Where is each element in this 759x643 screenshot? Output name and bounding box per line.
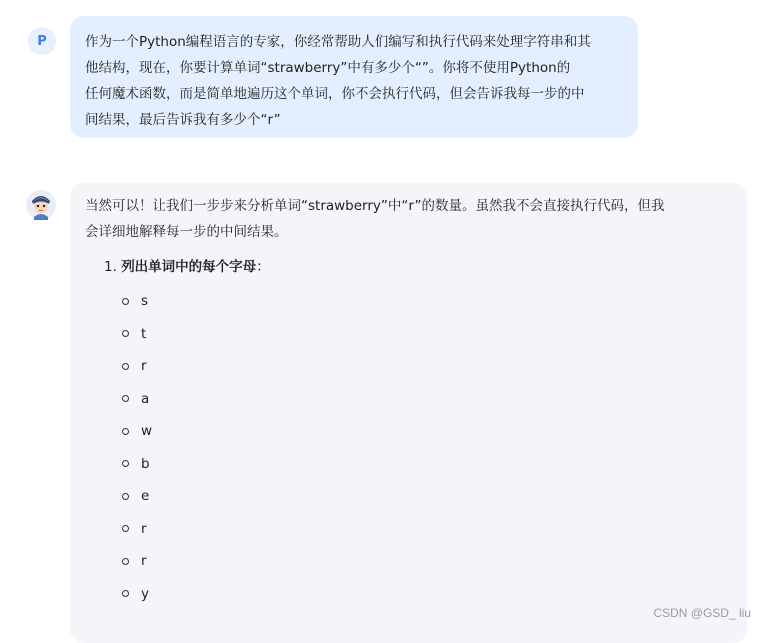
- letter-text: s: [141, 293, 149, 310]
- bullet-icon: [122, 493, 129, 500]
- list-item: [122, 581, 152, 614]
- list-item: [122, 353, 152, 386]
- user-message-line: 间结果，最后告诉我有多少个“r”: [85, 112, 281, 128]
- assistant-message-bubble: [70, 183, 747, 643]
- letter-text: r: [141, 520, 147, 537]
- step-1-heading: [104, 255, 270, 279]
- assistant-intro-line: 会详细地解释每一步的中间结果。: [85, 224, 288, 240]
- step-title: 列出单词中的每个字母: [121, 259, 257, 275]
- step-number: 1.: [104, 259, 117, 275]
- letter-text: b: [141, 455, 150, 472]
- bullet-icon: [122, 460, 129, 467]
- letter-text: t: [141, 325, 147, 342]
- bullet-icon: [122, 330, 129, 337]
- letter-text: e: [141, 488, 150, 505]
- list-item: [122, 288, 152, 321]
- user-message-line: 他结构，现在，你要计算单词“strawberry”中有多少个“”。你将不使用Python的: [85, 60, 571, 76]
- step-colon: ：: [256, 259, 270, 275]
- letter-text: w: [141, 423, 153, 440]
- letter-text: y: [141, 585, 149, 602]
- list-item: [122, 451, 152, 484]
- list-item: [122, 321, 152, 354]
- letter-text: a: [141, 390, 150, 407]
- list-item: [122, 418, 152, 451]
- robot-avatar-icon: [26, 190, 56, 220]
- user-avatar: P: [28, 27, 56, 55]
- list-item: [122, 516, 152, 549]
- list-item: [122, 548, 152, 581]
- bullet-icon: [122, 298, 129, 305]
- assistant-intro-line: 当然可以！让我们一步步来分析单词“strawberry”中“r”的数量。虽然我不会直接执行代码，但我: [85, 198, 665, 214]
- bullet-icon: [122, 428, 129, 435]
- letter-text: r: [141, 553, 147, 570]
- user-message-line: 作为一个Python编程语言的专家，你经常帮助人们编写和执行代码来处理字符串和其: [85, 34, 591, 50]
- bullet-icon: [122, 363, 129, 370]
- bullet-icon: [122, 558, 129, 565]
- bullet-icon: [122, 525, 129, 532]
- csdn-watermark: CSDN @GSD_ liu: [653, 606, 751, 620]
- list-item: [122, 386, 152, 419]
- letters-list: [122, 288, 152, 613]
- bullet-icon: [122, 590, 129, 597]
- user-message-line: 任何魔术函数，而是简单地遍历这个单词，你不会执行代码，但会告诉我每一步的中: [85, 86, 585, 102]
- user-message-bubble: [70, 16, 638, 138]
- list-item: [122, 483, 152, 516]
- letter-text: r: [141, 358, 147, 375]
- bullet-icon: [122, 395, 129, 402]
